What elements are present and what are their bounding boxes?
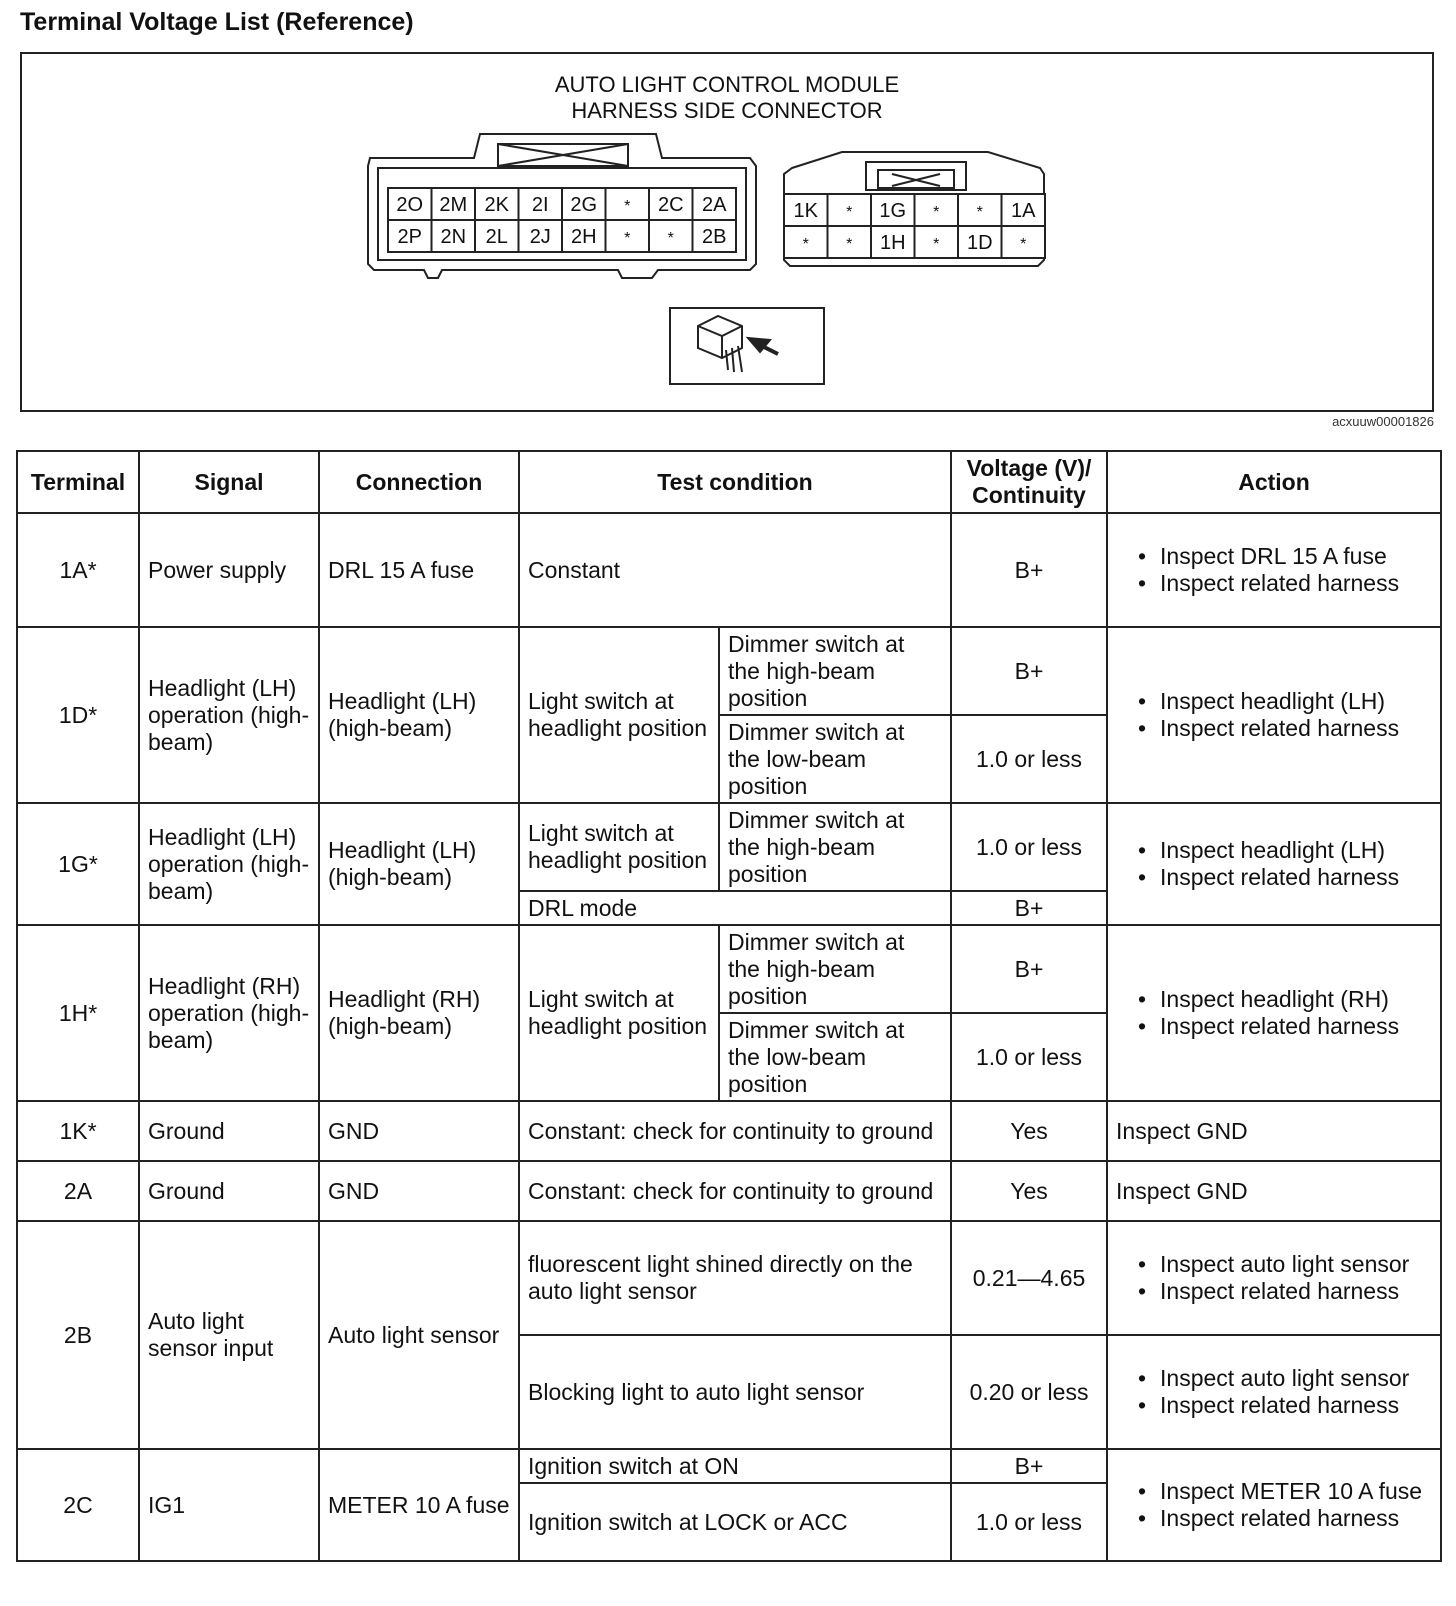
terminal-cell: 1A*: [17, 513, 139, 627]
action-item: • Inspect related harness: [1142, 1278, 1432, 1305]
connection-cell: Headlight (LH) (high-beam): [319, 803, 519, 925]
action-item: • Inspect auto light sensor: [1142, 1251, 1432, 1278]
action-cell: [1107, 627, 1441, 803]
connector-pin-label: 2P: [397, 226, 422, 248]
header-connection: Connection: [319, 451, 519, 513]
connector-pin-label: 2K: [484, 194, 509, 216]
connector-pin-label: 2J: [529, 226, 551, 248]
signal-cell: Headlight (RH) operation (high-beam): [139, 925, 319, 1101]
connector-pin-label: *: [846, 204, 853, 221]
connection-cell: Auto light sensor: [319, 1221, 519, 1449]
condition-cell: Constant: [519, 513, 951, 627]
condition-cell: Constant: check for continuity to ground: [519, 1101, 951, 1161]
connector-pin-label: *: [933, 204, 940, 221]
connector-diagram: [22, 54, 1436, 414]
action-item: • Inspect METER 10 A fuse: [1142, 1478, 1432, 1505]
page-title: Terminal Voltage List (Reference): [20, 8, 414, 36]
action-cell: Inspect GND: [1107, 1101, 1441, 1161]
table-row: [17, 1101, 1441, 1161]
voltage-cell: 1.0 or less: [951, 715, 1107, 803]
terminal-cell: 2A: [17, 1161, 139, 1221]
voltage-cell: B+: [951, 627, 1107, 715]
condition-cell: fluorescent light shined directly on the auto light sensor: [519, 1221, 951, 1335]
action-cell: [1107, 1221, 1441, 1335]
action-cell: [1107, 803, 1441, 925]
action-item: • Inspect related harness: [1142, 715, 1432, 742]
voltage-cell: B+: [951, 925, 1107, 1013]
action-cell: [1107, 1449, 1441, 1561]
condition-cell: Light switch at headlight position: [519, 627, 719, 803]
terminal-voltage-table: [16, 450, 1442, 1562]
signal-cell: Ground: [139, 1101, 319, 1161]
connector-pin-label: 2O: [396, 194, 424, 216]
voltage-cell: B+: [951, 1449, 1107, 1483]
voltage-cell: 0.21—4.65: [951, 1221, 1107, 1335]
table-row: [17, 1449, 1441, 1483]
sub-condition-cell: Dimmer switch at the low-beam position: [719, 1013, 951, 1101]
signal-cell: IG1: [139, 1449, 319, 1561]
connector-pin-label: *: [802, 236, 809, 253]
table-row: [17, 513, 1441, 627]
header-terminal: Terminal: [17, 451, 139, 513]
action-item: • Inspect headlight (LH): [1142, 837, 1432, 864]
connector-pin-label: 1A: [1011, 200, 1036, 222]
left-connector-grid: [388, 188, 736, 252]
view-direction-icon: [670, 308, 824, 384]
terminal-cell: 1D*: [17, 627, 139, 803]
signal-cell: Headlight (LH) operation (high-beam): [139, 627, 319, 803]
header-signal: Signal: [139, 451, 319, 513]
action-item: • Inspect related harness: [1142, 864, 1432, 891]
voltage-cell: 1.0 or less: [951, 1483, 1107, 1561]
action-item: • Inspect auto light sensor: [1142, 1365, 1432, 1392]
voltage-cell: 1.0 or less: [951, 1013, 1107, 1101]
sub-condition-cell: Dimmer switch at the high-beam position: [719, 925, 951, 1013]
condition-cell: Constant: check for continuity to ground: [519, 1161, 951, 1221]
terminal-cell: 1K*: [17, 1101, 139, 1161]
signal-cell: Ground: [139, 1161, 319, 1221]
connection-cell: METER 10 A fuse: [319, 1449, 519, 1561]
connector-pin-label: 2G: [570, 194, 598, 216]
action-item: • Inspect related harness: [1142, 570, 1432, 597]
signal-cell: Auto light sensor input: [139, 1221, 319, 1449]
condition-cell: Ignition switch at LOCK or ACC: [519, 1483, 951, 1561]
connector-pin-label: *: [976, 204, 983, 221]
header-action: Action: [1107, 451, 1441, 513]
terminal-cell: 2C: [17, 1449, 139, 1561]
signal-cell: Headlight (LH) operation (high-beam): [139, 803, 319, 925]
condition-cell: Light switch at headlight position: [519, 925, 719, 1101]
action-item: • Inspect related harness: [1142, 1505, 1432, 1532]
sub-condition-cell: Dimmer switch at the high-beam position: [719, 803, 951, 891]
table-row: [17, 803, 1441, 891]
table-header-row: [17, 451, 1441, 513]
connector-pin-label: *: [933, 236, 940, 253]
voltage-cell: Yes: [951, 1101, 1107, 1161]
voltage-cell: B+: [951, 891, 1107, 925]
connection-cell: GND: [319, 1161, 519, 1221]
connector-pin-label: 1H: [879, 232, 906, 254]
table-row: [17, 1161, 1441, 1221]
condition-cell: DRL mode: [519, 891, 951, 925]
connector-pin-label: 1G: [879, 200, 907, 222]
right-connector-grid: [784, 194, 1045, 258]
condition-cell: Ignition switch at ON: [519, 1449, 951, 1483]
figure-title-line2: HARNESS SIDE CONNECTOR: [571, 98, 883, 123]
connector-pin-label: 1K: [793, 200, 818, 222]
connection-cell: Headlight (LH) (high-beam): [319, 627, 519, 803]
condition-cell: Blocking light to auto light sensor: [519, 1335, 951, 1449]
connector-pin-label: *: [846, 236, 853, 253]
terminal-cell: 1G*: [17, 803, 139, 925]
signal-cell: Power supply: [139, 513, 319, 627]
table-row: [17, 1221, 1441, 1335]
action-item: • Inspect related harness: [1142, 1013, 1432, 1040]
connection-cell: DRL 15 A fuse: [319, 513, 519, 627]
connection-cell: Headlight (RH) (high-beam): [319, 925, 519, 1101]
figure-code: acxuuw00001826: [1332, 414, 1434, 429]
action-item: • Inspect headlight (RH): [1142, 986, 1432, 1013]
voltage-cell: 0.20 or less: [951, 1335, 1107, 1449]
connector-pin-label: 2L: [485, 226, 508, 248]
voltage-cell: 1.0 or less: [951, 803, 1107, 891]
header-test-condition: Test condition: [519, 451, 951, 513]
connector-pin-label: *: [1020, 236, 1027, 253]
table-row: [17, 627, 1441, 715]
connector-pin-label: 2C: [657, 194, 684, 216]
connector-pin-label: *: [624, 198, 631, 215]
action-cell: [1107, 1335, 1441, 1449]
action-cell: [1107, 513, 1441, 627]
action-item: • Inspect related harness: [1142, 1392, 1432, 1419]
connector-pin-label: 2M: [439, 194, 468, 216]
connector-pin-label: 2B: [702, 226, 727, 248]
figure-title-line1: AUTO LIGHT CONTROL MODULE: [554, 72, 900, 97]
sub-condition-cell: Dimmer switch at the low-beam position: [719, 715, 951, 803]
voltage-cell: Yes: [951, 1161, 1107, 1221]
connector-pin-label: 2N: [440, 226, 467, 248]
connector-pin-label: 2A: [702, 194, 727, 216]
connector-pin-label: 2H: [570, 226, 597, 248]
connector-pin-label: *: [667, 230, 674, 247]
condition-cell: Light switch at headlight position: [519, 803, 719, 891]
action-cell: Inspect GND: [1107, 1161, 1441, 1221]
connection-cell: GND: [319, 1101, 519, 1161]
connector-pin-label: *: [624, 230, 631, 247]
connector-pin-label: 2I: [531, 194, 549, 216]
voltage-cell: B+: [951, 513, 1107, 627]
header-voltage: Voltage (V)/ Continuity: [951, 451, 1107, 513]
terminal-cell: 1H*: [17, 925, 139, 1101]
connector-pin-label: 1D: [966, 232, 993, 254]
action-item: • Inspect DRL 15 A fuse: [1142, 543, 1432, 570]
table-row: [17, 925, 1441, 1013]
terminal-cell: 2B: [17, 1221, 139, 1449]
action-cell: [1107, 925, 1441, 1101]
sub-condition-cell: Dimmer switch at the high-beam position: [719, 627, 951, 715]
action-item: • Inspect headlight (LH): [1142, 688, 1432, 715]
connector-figure: [20, 52, 1434, 412]
